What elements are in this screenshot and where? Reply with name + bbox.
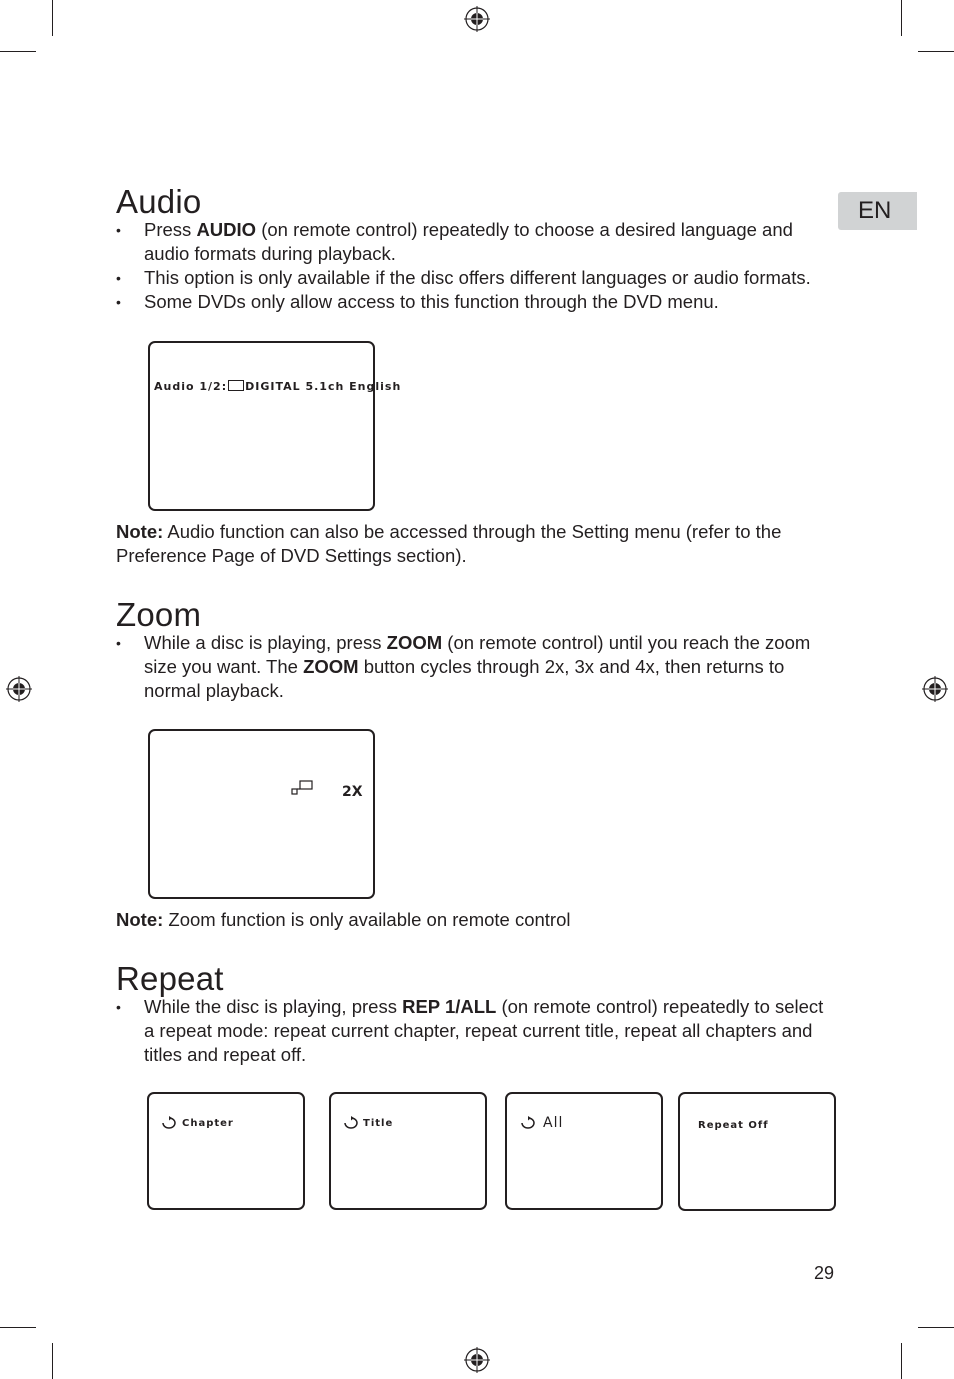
repeat-icon [519,1116,537,1130]
list-item: • Press AUDIO (on remote control) repeatedly to choose a desired language and audio formats during playback. [116,218,836,266]
crop-mark [918,51,954,52]
language-tab-label: EN [858,197,892,224]
crop-mark [918,1327,954,1328]
audio-heading: Audio [116,183,202,220]
crop-mark [0,51,36,52]
language-tab [838,192,917,230]
zoom-osd-screen [148,729,375,899]
note-text: Zoom function is only available on remote control [163,909,571,930]
crop-mark [52,0,53,36]
zoom-heading: Zoom [116,596,202,633]
repeat-chapter-screen [147,1092,305,1210]
crop-mark [0,1327,36,1328]
crop-mark [901,0,902,36]
audio-note [116,520,836,568]
list-item: • While a disc is playing, press ZOOM (on remote control) until you reach the zoom size you want. The ZOOM button cycles through 2x, 3x and 4x, then returns to normal playback. [116,631,836,703]
note-label: Note: [116,521,164,542]
zoom-bullet-list [116,631,836,703]
repeat-title-screen [329,1092,487,1210]
zoom-level: 2X [342,784,363,800]
crop-mark [52,1343,53,1379]
repeat-heading: Repeat [116,960,224,997]
audio-osd-screen [148,341,402,511]
registration-mark-icon [6,676,32,702]
note-label: Note: [116,909,164,930]
osd-audio-track: 1/2: [199,380,228,393]
page-number: 29 [814,1263,835,1283]
list-item: • Some DVDs only allow access to this function through the DVD menu. [116,290,836,314]
repeat-mode-label: All [543,1115,564,1131]
osd-audio-label: Audio [154,380,195,393]
audio-osd-line [154,380,401,393]
list-item: • This option is only available if the disc offers different languages or audio formats. [116,266,836,290]
osd-audio-language: English [349,380,402,393]
dolby-icon [228,380,244,391]
zoom-icon [291,779,315,797]
zoom-note [116,908,836,932]
repeat-off-screen [678,1092,836,1211]
registration-mark-icon [922,676,948,702]
audio-bullet-list [116,218,836,314]
repeat-mode-label: Repeat Off [698,1120,769,1131]
osd-audio-format: DIGITAL 5.1ch [245,380,345,393]
repeat-mode-label: Title [363,1118,394,1129]
repeat-icon [160,1116,178,1130]
crop-mark [901,1343,902,1379]
registration-mark-icon [464,1347,490,1373]
registration-mark-icon [464,6,490,32]
repeat-mode-label: Chapter [182,1118,234,1129]
list-item: • While the disc is playing, press REP 1/ALL (on remote control) repeatedly to select a repeat mode: repeat current chapter, repeat current title, repeat all chapters and titles and repeat off. [116,995,836,1067]
repeat-bullet-list [116,995,836,1067]
note-text: Audio function can also be accessed through the Setting menu (refer to the Preference Page of DVD Settings section). [116,521,782,566]
repeat-icon [342,1116,360,1130]
repeat-all-screen [505,1092,663,1210]
